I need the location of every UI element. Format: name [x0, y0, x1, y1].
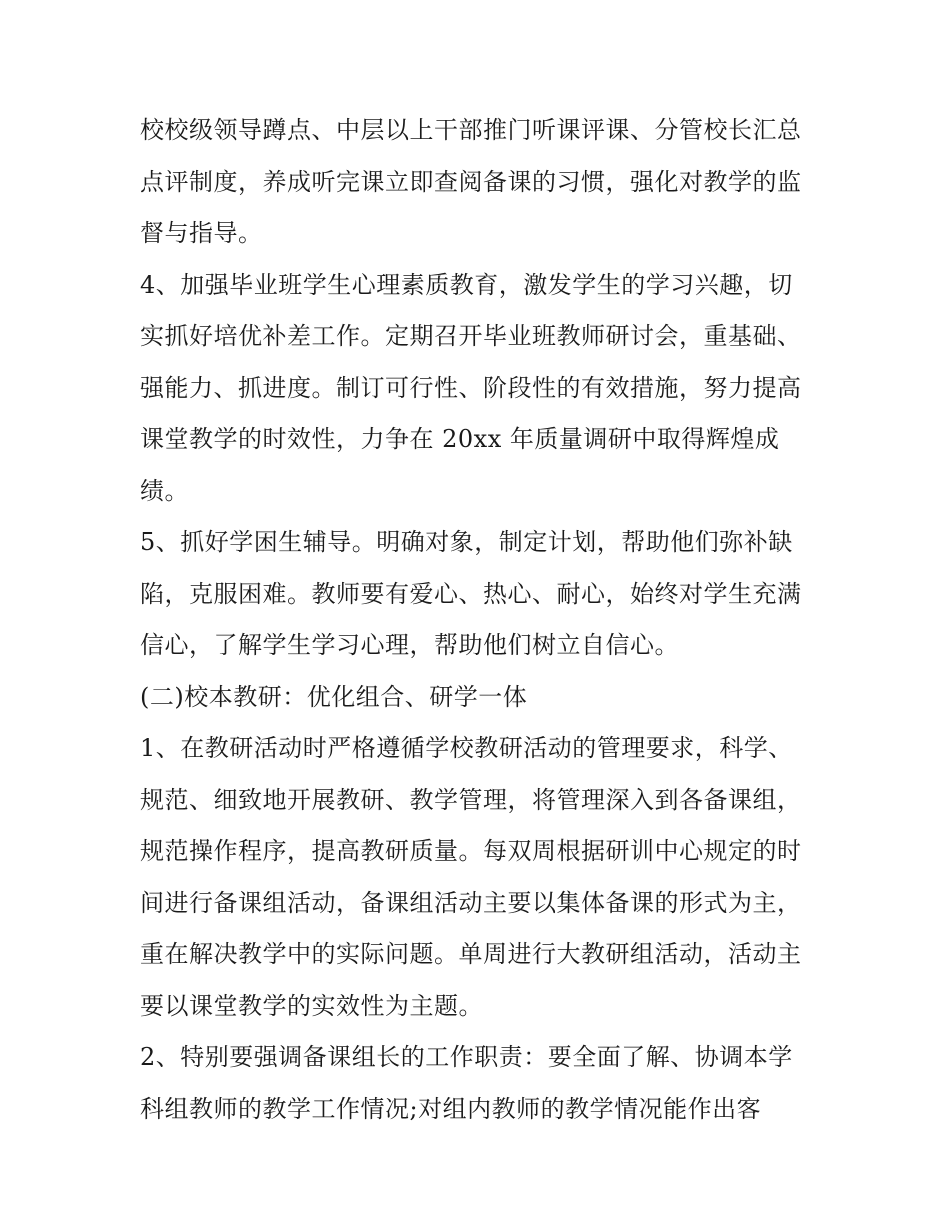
text-line: 实抓好培优补差工作。定期召开毕业班教师研讨会，重基础、 [140, 322, 802, 350]
text-line: 信心，了解学生学习心理，帮助他们树立自信心。 [140, 631, 679, 659]
text-line: 强能力、抓进度。制订可行性、阶段性的有效措施，努力提高 [140, 373, 802, 402]
text-line: 规范操作程序，提高教研质量。每双周根据研训中心规定的时 [140, 837, 802, 865]
text-line: 4、加强毕业班学生心理素质教育，激发学生的学习兴趣，切 [140, 270, 793, 299]
text-line: 校校级领导蹲点、中层以上干部推门听课评课、分管校长汇总 [140, 116, 802, 144]
text-line: 1、在教研活动时严格遵循学校教研活动的管理要求，科学、 [140, 734, 793, 762]
text-line: 绩。 [140, 476, 189, 505]
text-line: 科组教师的教学工作情况;对组内教师的教学情况能作出客 [140, 1094, 762, 1123]
text-line: 点评制度，养成听完课立即查阅备课的习惯，强化对教学的监 [140, 167, 802, 196]
text-line: 督与指导。 [140, 219, 263, 247]
text-line: 课堂教学的时效性，力争在 20xx 年质量调研中取得辉煌成 [140, 425, 780, 453]
text-line: 5、抓好学困生辅导。明确对象，制定计划，帮助他们弥补缺 [140, 528, 793, 556]
document-body [140, 105, 820, 1135]
text-line: 重在解决教学中的实际问题。单周进行大教研组活动，活动主 [140, 940, 802, 968]
text-line: 陷，克服困难。教师要有爱心、热心、耐心，始终对学生充满 [140, 579, 802, 608]
text-line: 2、特别要强调备课组长的工作职责：要全面了解、协调本学 [140, 1043, 793, 1071]
text-line: 规范、细致地开展教研、教学管理，将管理深入到各备课组， [140, 785, 802, 814]
text-line: 要以课堂教学的实效性为主题。 [140, 991, 483, 1020]
section-heading: (二)校本教研：优化组合、研学一体 [140, 682, 528, 711]
text-line: 间进行备课组活动，备课组活动主要以集体备课的形式为主， [140, 888, 802, 917]
